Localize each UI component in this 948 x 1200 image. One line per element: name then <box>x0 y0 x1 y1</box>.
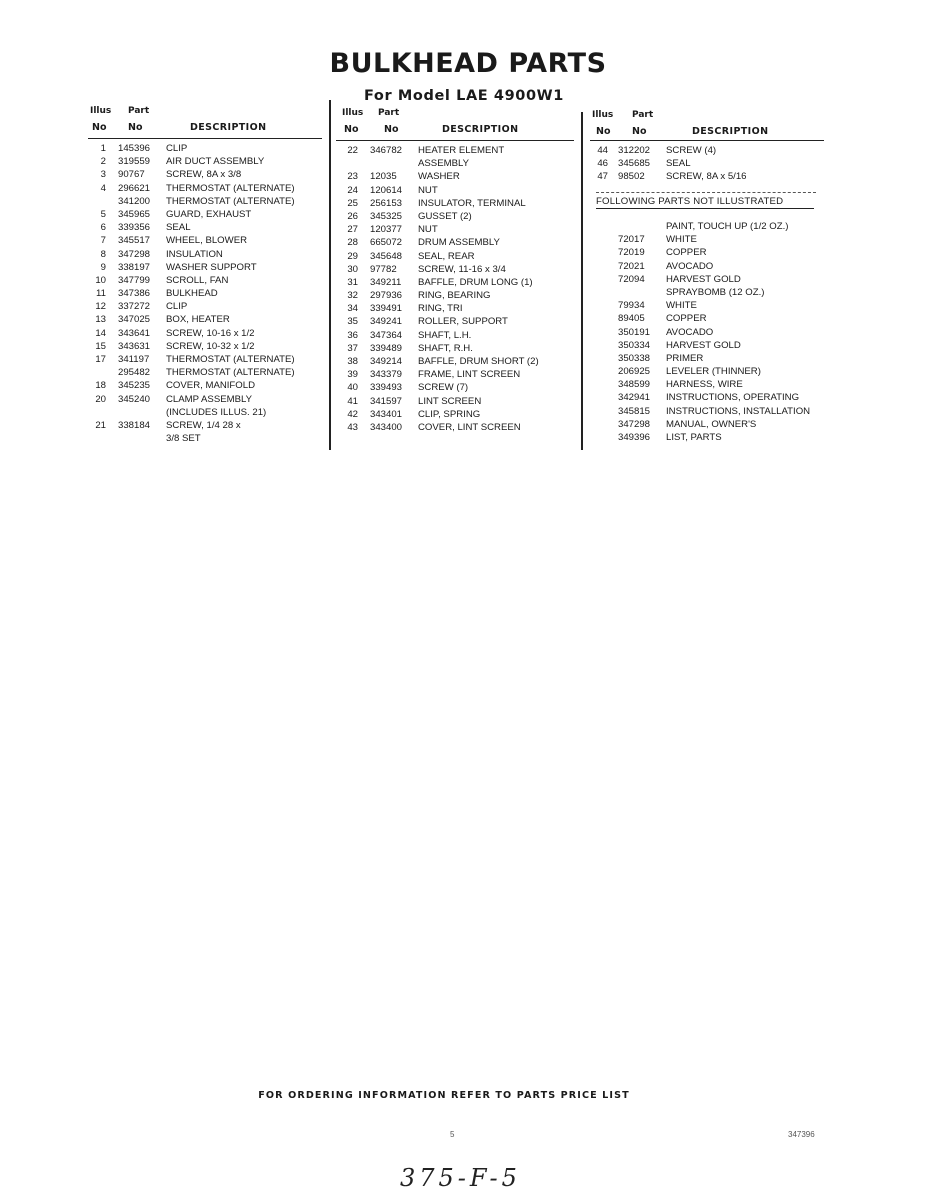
part-number: 347298 <box>118 248 151 260</box>
parts-row <box>88 366 328 379</box>
part-number: 349214 <box>370 356 403 367</box>
parts-row <box>88 168 328 181</box>
dashed-rule <box>596 192 816 194</box>
part-description: WHITE <box>666 234 697 246</box>
parts-rows <box>88 142 328 445</box>
header-part: Part <box>378 108 400 118</box>
part-number: 343401 <box>370 408 403 420</box>
part-number: 350338 <box>618 352 651 364</box>
part-number: 341197 <box>118 354 150 365</box>
part-description: CLIP, SPRING <box>418 408 481 420</box>
illus-number: 37 <box>347 342 358 354</box>
parts-row <box>590 246 838 259</box>
parts-row <box>590 418 838 431</box>
part-number: 345517 <box>118 235 151 247</box>
part-number: 296621 <box>118 182 151 194</box>
illus-number: 11 <box>96 288 106 300</box>
header-part: Part <box>128 106 150 116</box>
part-number: 120377 <box>370 224 403 236</box>
parts-row <box>336 395 576 408</box>
part-description: NUT <box>418 184 438 196</box>
illus-number: 36 <box>347 329 358 341</box>
part-description: RING, TRI <box>418 303 463 315</box>
column-header <box>88 104 328 138</box>
document-number: 347396 <box>788 1130 815 1139</box>
header-no: No <box>92 122 107 133</box>
parts-row <box>336 144 576 157</box>
parts-row <box>336 368 576 381</box>
illus-number: 13 <box>95 314 106 326</box>
header-description: DESCRIPTION <box>190 122 267 133</box>
part-number: 337272 <box>118 301 151 313</box>
part-description: COVER, LINT SCREEN <box>418 421 521 433</box>
part-number: 341200 <box>118 195 151 207</box>
part-description: COPPER <box>666 247 707 259</box>
part-description: SCREW, 8A x 3/8 <box>166 169 242 181</box>
part-description: COVER, MANIFOLD <box>166 380 256 392</box>
part-description: AVOCADO <box>666 326 714 338</box>
parts-row <box>88 406 328 419</box>
part-description: SCREW, 8A x 5/16 <box>666 171 747 183</box>
part-description: LIST, PARTS <box>666 432 722 443</box>
part-description: AVOCADO <box>666 260 714 272</box>
parts-row <box>336 289 576 302</box>
ordering-footer: FOR ORDERING INFORMATION REFER TO PARTS PRICE LIST <box>258 1090 630 1101</box>
parts-row <box>336 170 576 183</box>
part-number: 90767 <box>118 169 145 181</box>
parts-row <box>88 327 328 340</box>
part-description: SCREW, 11-16 x 3/4 <box>418 263 506 275</box>
part-description: SCREW, 1/4 28 x <box>166 419 241 431</box>
parts-row <box>336 408 576 421</box>
parts-row <box>88 182 328 195</box>
part-description: INSULATOR, TERMINAL <box>418 197 526 209</box>
page-subtitle: For Model LAE 4900W1 <box>364 88 564 104</box>
illus-number: 4 <box>100 182 106 194</box>
header-rule <box>336 140 574 141</box>
parts-rows <box>590 144 838 184</box>
part-description: COPPER <box>666 313 707 325</box>
part-description: THERMOSTAT (ALTERNATE) <box>166 367 295 379</box>
parts-row <box>590 299 838 312</box>
parts-row <box>590 352 838 365</box>
illus-number: 10 <box>95 274 106 286</box>
parts-row <box>590 378 838 391</box>
parts-rows <box>336 144 576 434</box>
part-number: 145396 <box>118 143 151 154</box>
illus-number: 7 <box>100 235 106 247</box>
part-number: 347386 <box>118 288 151 300</box>
parts-row <box>88 234 328 247</box>
part-number: 338184 <box>118 419 151 431</box>
part-number: 97782 <box>370 263 397 275</box>
part-number: 345685 <box>618 158 651 170</box>
part-number: 89405 <box>618 313 645 325</box>
part-description: DRUM ASSEMBLY <box>418 237 500 249</box>
header-no: No <box>128 122 143 133</box>
part-description: GUSSET (2) <box>418 210 472 222</box>
part-number: 345325 <box>370 210 403 222</box>
part-number: 339491 <box>370 303 403 315</box>
parts-row <box>590 233 838 246</box>
part-description: WHEEL, BLOWER <box>166 235 248 247</box>
header-rule <box>88 138 322 139</box>
illus-number: 27 <box>347 224 358 236</box>
part-description: SEAL, REAR <box>418 250 475 262</box>
parts-row <box>590 286 838 299</box>
parts-row <box>88 419 328 432</box>
part-description: CLAMP ASSEMBLY <box>166 393 253 405</box>
parts-row <box>88 432 328 445</box>
illus-number: 42 <box>347 408 358 420</box>
illus-number: 17 <box>95 354 106 365</box>
part-description: PAINT, TOUCH UP (1/2 OZ.) <box>666 221 789 232</box>
part-description: THERMOSTAT (ALTERNATE) <box>166 354 295 365</box>
part-description: HARVEST GOLD <box>666 339 741 351</box>
header-illus: Illus <box>342 108 364 118</box>
part-description: FRAME, LINT SCREEN <box>418 369 521 381</box>
parts-row <box>88 142 328 155</box>
parts-column-3 <box>590 108 838 184</box>
part-number: 349241 <box>370 316 403 328</box>
part-description: SCREW (4) <box>666 145 717 156</box>
parts-row <box>590 365 838 378</box>
header-no: No <box>596 126 611 137</box>
parts-row <box>88 248 328 261</box>
part-description: BULKHEAD <box>166 288 218 300</box>
parts-row <box>336 263 576 276</box>
parts-row <box>590 157 838 170</box>
part-number: 350191 <box>618 326 651 338</box>
column-header <box>590 108 838 142</box>
part-description: BOX, HEATER <box>166 314 230 326</box>
illus-number: 6 <box>100 222 106 234</box>
part-description: SCROLL, FAN <box>166 274 229 286</box>
part-description: NUT <box>418 224 438 236</box>
parts-row <box>336 250 576 263</box>
illus-number: 28 <box>347 237 358 249</box>
part-description: HARVEST GOLD <box>666 273 741 285</box>
part-number: 347025 <box>118 314 151 326</box>
illus-number: 29 <box>347 250 358 262</box>
parts-row <box>336 223 576 236</box>
header-no: No <box>384 124 399 135</box>
part-number: 297936 <box>370 290 403 302</box>
parts-row <box>336 355 576 368</box>
part-description: SPRAYBOMB (12 OZ.) <box>666 286 765 298</box>
part-description: BAFFLE, DRUM SHORT (2) <box>418 356 539 367</box>
illus-number: 43 <box>347 421 358 433</box>
parts-row <box>88 353 328 366</box>
part-description: SCREW, 10-32 x 1/2 <box>166 340 255 352</box>
parts-row <box>88 208 328 221</box>
part-description: WASHER <box>418 171 460 183</box>
parts-row <box>590 431 838 444</box>
parts-row <box>336 421 576 434</box>
part-description: CLIP <box>166 143 188 154</box>
part-description: ROLLER, SUPPORT <box>418 316 508 328</box>
illus-number: 2 <box>100 156 106 168</box>
handwritten-note: 375-F-5 <box>400 1164 521 1192</box>
illus-number: 47 <box>597 171 608 183</box>
part-number: 12035 <box>370 171 397 183</box>
part-description: RING, BEARING <box>418 290 491 302</box>
parts-row <box>590 391 838 404</box>
part-description: ASSEMBLY <box>418 158 470 170</box>
part-description: SHAFT, R.H. <box>418 342 473 354</box>
header-description: DESCRIPTION <box>692 126 769 137</box>
part-description: GUARD, EXHAUST <box>166 208 252 220</box>
part-number: 79934 <box>618 300 645 312</box>
part-number: 72017 <box>618 234 645 246</box>
part-description: INSULATION <box>166 248 223 260</box>
part-number: 349396 <box>618 432 651 443</box>
parts-row <box>590 326 838 339</box>
parts-row <box>336 315 576 328</box>
page-title: BULKHEAD PARTS <box>329 48 607 79</box>
part-description: SEAL <box>666 158 691 170</box>
parts-row <box>336 302 576 315</box>
part-number: 72094 <box>618 273 645 285</box>
header-part: Part <box>632 110 654 120</box>
not-illustrated-parts <box>590 220 838 444</box>
part-number: 339356 <box>118 222 151 234</box>
illus-number: 14 <box>95 327 106 339</box>
parts-row <box>590 144 838 157</box>
parts-row <box>590 170 838 183</box>
illus-number: 23 <box>347 171 358 183</box>
page-number: 5 <box>450 1130 455 1139</box>
part-number: 256153 <box>370 197 403 209</box>
parts-row <box>88 261 328 274</box>
part-description: THERMOSTAT (ALTERNATE) <box>166 182 295 194</box>
parts-row <box>88 379 328 392</box>
part-number: 339493 <box>370 382 403 394</box>
parts-column-1 <box>88 104 328 445</box>
part-number: 345815 <box>618 405 651 417</box>
parts-row <box>590 220 838 233</box>
header-description: DESCRIPTION <box>442 124 519 135</box>
part-description: BAFFLE, DRUM LONG (1) <box>418 276 533 288</box>
part-description: SCREW, 10-16 x 1/2 <box>166 327 255 339</box>
parts-row <box>336 184 576 197</box>
part-number: 346782 <box>370 145 403 156</box>
illus-number: 22 <box>347 145 358 156</box>
part-number: 343379 <box>370 369 403 381</box>
part-number: 341597 <box>370 395 403 407</box>
parts-row <box>590 339 838 352</box>
part-description: SEAL <box>166 222 191 234</box>
illus-number: 21 <box>95 419 106 431</box>
part-number: 339489 <box>370 342 403 354</box>
part-description: INSTRUCTIONS, OPERATING <box>666 392 800 404</box>
part-number: 347298 <box>618 418 651 430</box>
illus-number: 30 <box>347 263 358 275</box>
following-parts-heading: FOLLOWING PARTS NOT ILLUSTRATED <box>596 196 784 207</box>
part-number: 345965 <box>118 208 151 220</box>
header-rule <box>590 140 824 141</box>
illus-number: 35 <box>347 316 358 328</box>
illus-number: 34 <box>347 303 358 315</box>
illus-number: 15 <box>95 340 106 352</box>
parts-row <box>590 312 838 325</box>
parts-row <box>336 157 576 170</box>
illus-number: 46 <box>597 158 608 170</box>
part-description: AIR DUCT ASSEMBLY <box>166 156 265 168</box>
part-number: 120614 <box>370 184 403 196</box>
parts-row <box>88 195 328 208</box>
part-number: 319559 <box>118 156 151 168</box>
illus-number: 40 <box>347 382 358 394</box>
illus-number: 26 <box>347 210 358 222</box>
parts-row <box>336 210 576 223</box>
part-number: 98502 <box>618 171 645 183</box>
part-description: SCREW (7) <box>418 382 469 394</box>
illus-number: 5 <box>100 208 106 220</box>
header-no: No <box>632 126 647 137</box>
part-description: WHITE <box>666 300 697 312</box>
part-number: 348599 <box>618 379 651 391</box>
part-number: 343641 <box>118 327 151 339</box>
header-illus: Illus <box>90 106 112 116</box>
illus-number: 32 <box>347 290 358 302</box>
part-number: 343631 <box>118 340 151 352</box>
header-no: No <box>344 124 359 135</box>
part-description: CLIP <box>166 301 188 313</box>
part-number: 345240 <box>118 393 151 405</box>
illus-number: 41 <box>347 395 358 407</box>
illus-number: 31 <box>347 276 358 288</box>
part-description: HEATER ELEMENT <box>418 145 505 156</box>
illus-number: 1 <box>100 143 106 154</box>
column-header <box>336 106 576 140</box>
parts-column-2 <box>336 106 576 434</box>
part-number: 347364 <box>370 329 403 341</box>
part-number: 72021 <box>618 260 645 272</box>
part-number: 349211 <box>370 276 402 288</box>
part-description: INSTRUCTIONS, INSTALLATION <box>666 405 811 417</box>
part-number: 343400 <box>370 421 403 433</box>
part-number: 345235 <box>118 380 151 392</box>
parts-row <box>88 340 328 353</box>
part-description: HARNESS, WIRE <box>666 379 743 391</box>
illus-number: 25 <box>347 197 358 209</box>
part-number: 665072 <box>370 237 403 249</box>
parts-row <box>88 313 328 326</box>
part-number: 350334 <box>618 339 651 351</box>
part-description: LINT SCREEN <box>418 395 482 407</box>
parts-row <box>336 381 576 394</box>
parts-row <box>336 197 576 210</box>
parts-row <box>88 274 328 287</box>
illus-number: 38 <box>347 356 358 367</box>
illus-number: 9 <box>100 261 106 273</box>
part-description: SHAFT, L.H. <box>418 329 472 341</box>
parts-row <box>88 300 328 313</box>
illus-number: 39 <box>347 369 358 381</box>
parts-row <box>336 236 576 249</box>
part-number: 338197 <box>118 261 151 273</box>
part-description: MANUAL, OWNER'S <box>666 418 757 430</box>
parts-row <box>88 393 328 406</box>
parts-row <box>88 221 328 234</box>
illus-number: 3 <box>100 169 106 181</box>
part-number: 72019 <box>618 247 645 259</box>
illus-number: 24 <box>347 184 358 196</box>
parts-row <box>336 342 576 355</box>
following-underline <box>596 208 814 209</box>
part-number: 347799 <box>118 274 151 286</box>
parts-row <box>590 260 838 273</box>
part-number: 312202 <box>618 145 651 156</box>
illus-number: 8 <box>100 248 106 260</box>
parts-row <box>590 405 838 418</box>
parts-row <box>88 287 328 300</box>
part-description: (INCLUDES ILLUS. 21) <box>166 406 267 418</box>
parts-row <box>590 273 838 286</box>
part-description: PRIMER <box>666 352 704 364</box>
illus-number: 20 <box>95 393 106 405</box>
column-divider <box>581 112 583 450</box>
illus-number: 18 <box>95 380 106 392</box>
illus-number: 12 <box>95 301 106 313</box>
parts-row <box>336 329 576 342</box>
part-description: 3/8 SET <box>166 433 201 445</box>
part-number: 342941 <box>618 392 651 404</box>
parts-row <box>88 155 328 168</box>
parts-row <box>336 276 576 289</box>
part-description: THERMOSTAT (ALTERNATE) <box>166 195 295 207</box>
part-description: LEVELER (THINNER) <box>666 366 761 378</box>
parts-rows <box>590 220 838 444</box>
column-divider <box>329 100 331 450</box>
part-number: 206925 <box>618 366 651 378</box>
part-number: 345648 <box>370 250 403 262</box>
part-number: 295482 <box>118 367 151 379</box>
part-description: WASHER SUPPORT <box>166 261 257 273</box>
header-illus: Illus <box>592 110 614 120</box>
illus-number: 44 <box>597 145 608 156</box>
